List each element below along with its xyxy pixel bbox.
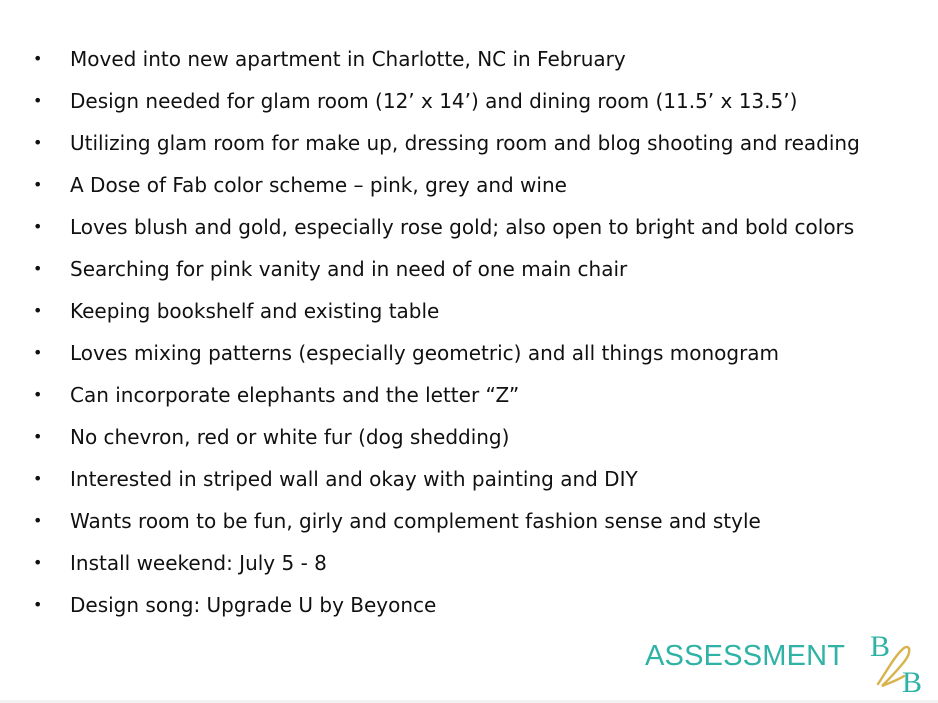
bullet-text: Moved into new apartment in Charlotte, NC in February bbox=[70, 47, 626, 71]
list-item bbox=[0, 248, 938, 290]
bullet-marker: • bbox=[33, 259, 43, 278]
logo bbox=[864, 626, 934, 696]
bullet-marker: • bbox=[33, 133, 43, 152]
list-item bbox=[0, 332, 938, 374]
bullet-text: Wants room to be fun, girly and complement fashion sense and style bbox=[70, 509, 761, 533]
bullet-marker: • bbox=[33, 301, 43, 320]
bullet-marker: • bbox=[33, 343, 43, 362]
bullet-text: Keeping bookshelf and existing table bbox=[70, 299, 440, 323]
bullet-text: Utilizing glam room for make up, dressing room and blog shooting and reading bbox=[70, 131, 860, 155]
bullet-text: Design needed for glam room (12’ x 14’) and dining room (11.5’ x 13.5’) bbox=[70, 89, 798, 113]
list-item bbox=[0, 458, 938, 500]
list-item bbox=[0, 500, 938, 542]
bullet-marker: • bbox=[33, 385, 43, 404]
bullet-text: No chevron, red or white fur (dog shedding) bbox=[70, 425, 510, 449]
list-item bbox=[0, 290, 938, 332]
bullet-text: A Dose of Fab color scheme – pink, grey and wine bbox=[70, 173, 567, 197]
bullet-list bbox=[0, 38, 938, 626]
list-item bbox=[0, 164, 938, 206]
section-title: ASSESSMENT bbox=[645, 640, 846, 672]
list-item bbox=[0, 374, 938, 416]
list-item bbox=[0, 206, 938, 248]
bullet-marker: • bbox=[33, 175, 43, 194]
bullet-text: Can incorporate elephants and the letter “Z” bbox=[70, 383, 520, 407]
bullet-text: Searching for pink vanity and in need of one main chair bbox=[70, 257, 628, 281]
bullet-marker: • bbox=[33, 553, 43, 572]
list-item bbox=[0, 122, 938, 164]
logo-letter-top: B bbox=[870, 630, 891, 663]
list-item bbox=[0, 38, 938, 80]
logo-letter-bottom: B bbox=[902, 666, 923, 696]
bullet-text: Loves mixing patterns (especially geometric) and all things monogram bbox=[70, 341, 780, 365]
bullet-marker: • bbox=[33, 217, 43, 236]
list-item bbox=[0, 542, 938, 584]
bullet-text: Interested in striped wall and okay with painting and DIY bbox=[70, 467, 638, 491]
list-item bbox=[0, 584, 938, 626]
bullet-marker: • bbox=[33, 49, 43, 68]
bullet-marker: • bbox=[33, 595, 43, 614]
bullet-text: Install weekend: July 5 - 8 bbox=[70, 551, 327, 575]
list-item bbox=[0, 416, 938, 458]
bullet-marker: • bbox=[33, 427, 43, 446]
bullet-marker: • bbox=[33, 469, 43, 488]
bullet-text: Loves blush and gold, especially rose gold; also open to bright and bold colors bbox=[70, 215, 855, 239]
list-item bbox=[0, 80, 938, 122]
bullet-marker: • bbox=[33, 91, 43, 110]
bullet-marker: • bbox=[33, 511, 43, 530]
bullet-text: Design song: Upgrade U by Beyonce bbox=[70, 593, 437, 617]
